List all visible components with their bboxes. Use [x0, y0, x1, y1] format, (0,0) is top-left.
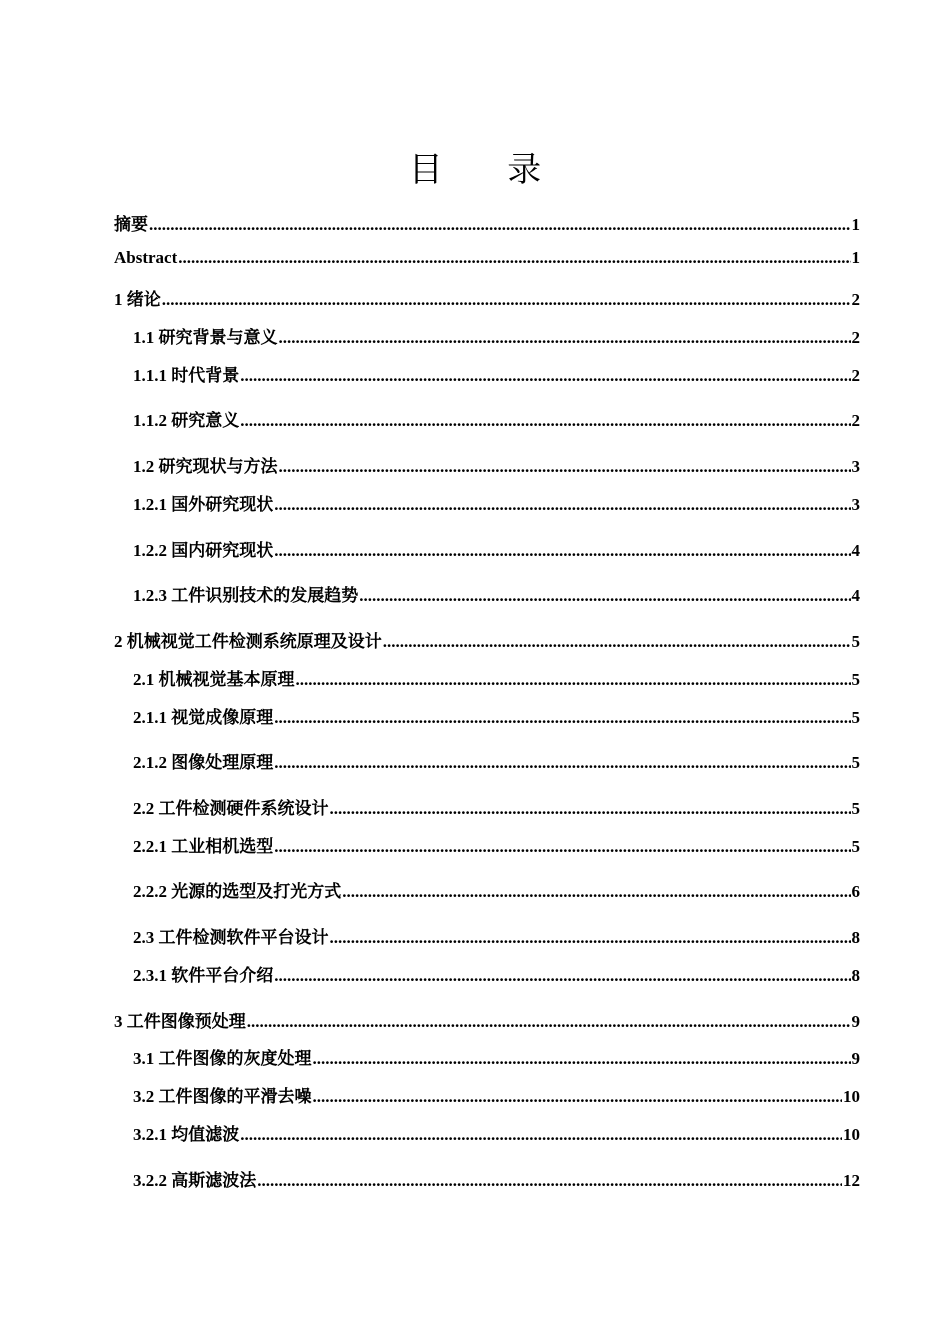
toc-entry-label: 2.2.1 工业相机选型: [133, 837, 274, 856]
toc-dot-leader: [342, 882, 850, 902]
toc-dot-leader: [274, 966, 850, 986]
toc-entry[interactable]: [114, 210, 860, 234]
toc-entry[interactable]: [133, 406, 860, 430]
toc-entry[interactable]: [133, 748, 860, 772]
toc-entry-page-number: 1: [851, 248, 860, 267]
toc-dot-leader: [162, 290, 851, 310]
toc-entry-label: 2.2 工件检测硬件系统设计: [133, 799, 329, 818]
toc-entry[interactable]: [133, 923, 860, 947]
toc-entry-page-number: 1: [851, 215, 860, 234]
toc-entry-page-number: 2: [851, 411, 860, 430]
toc-entry-label: 3.2.2 高斯滤波法: [133, 1171, 257, 1190]
toc-entry-label: 3.2 工件图像的平滑去噪: [133, 1087, 312, 1106]
toc-dot-leader: [279, 457, 851, 477]
toc-entry-label: 2.1.1 视觉成像原理: [133, 708, 274, 727]
toc-dot-leader: [296, 670, 851, 690]
toc-entry[interactable]: [133, 452, 860, 476]
toc-entry-label: 2.1 机械视觉基本原理: [133, 670, 295, 689]
toc-entry[interactable]: [133, 1120, 860, 1144]
toc-entry-label: 3.1 工件图像的灰度处理: [133, 1049, 312, 1068]
toc-entry[interactable]: [133, 490, 860, 514]
toc-entry-page-number: 2: [851, 290, 860, 309]
toc-entry[interactable]: [133, 1044, 860, 1068]
toc-entry-page-number: 5: [851, 632, 860, 651]
toc-entry-page-number: 6: [851, 882, 860, 901]
toc-entry-label: 1.2.2 国内研究现状: [133, 541, 274, 560]
toc-entry-page-number: 5: [851, 753, 860, 772]
toc-entry-page-number: 3: [851, 457, 860, 476]
toc-entry[interactable]: [133, 536, 860, 560]
toc-entry[interactable]: [133, 703, 860, 727]
toc-dot-leader: [178, 248, 850, 268]
toc-entry-label: 1.1.2 研究意义: [133, 411, 240, 430]
toc-entry-page-number: 5: [851, 670, 860, 689]
toc-entry-page-number: 8: [851, 966, 860, 985]
toc-entry-label: 2 机械视觉工件检测系统原理及设计: [114, 632, 382, 651]
toc-entry-label: 2.3.1 软件平台介绍: [133, 966, 274, 985]
toc-entry[interactable]: [133, 961, 860, 985]
toc-entry-label: 3 工件图像预处理: [114, 1012, 246, 1031]
toc-entry-label: 1.2 研究现状与方法: [133, 457, 278, 476]
toc-dot-leader: [274, 541, 850, 561]
toc-entry-page-number: 12: [843, 1171, 860, 1190]
toc-dot-leader: [240, 366, 850, 386]
toc-entry[interactable]: [114, 248, 860, 272]
toc-entry-label: 1.1.1 时代背景: [133, 366, 240, 385]
toc-entry-page-number: 2: [851, 328, 860, 347]
toc-entry-page-number: 3: [851, 495, 860, 514]
toc-entry-label: 1.1 研究背景与意义: [133, 328, 278, 347]
toc-entry-label: 3.2.1 均值滤波: [133, 1125, 240, 1144]
toc-entry-label: 2.2.2 光源的选型及打光方式: [133, 882, 342, 901]
toc-entry[interactable]: [133, 323, 860, 347]
toc-dot-leader: [274, 753, 850, 773]
toc-entry-page-number: 8: [851, 928, 860, 947]
toc-entry-page-number: 5: [851, 837, 860, 856]
toc-dot-leader: [274, 708, 850, 728]
toc-dot-leader: [240, 1125, 842, 1145]
toc-dot-leader: [330, 928, 851, 948]
toc-entry-page-number: 5: [851, 799, 860, 818]
toc-dot-leader: [247, 1012, 851, 1032]
toc-entry-page-number: 9: [851, 1012, 860, 1031]
toc-entry[interactable]: [114, 627, 860, 651]
toc-entry-label: 1 绪论: [114, 290, 161, 309]
toc-entry-page-number: 5: [851, 708, 860, 727]
toc-dot-leader: [359, 586, 850, 606]
toc-entry-page-number: 10: [843, 1087, 860, 1106]
toc-dot-leader: [240, 411, 850, 431]
toc-dot-leader: [383, 632, 851, 652]
toc-dot-leader: [257, 1171, 842, 1191]
toc-entry[interactable]: [133, 665, 860, 689]
toc-entry-page-number: 10: [843, 1125, 860, 1144]
toc-entry-label: Abstract: [114, 248, 178, 267]
toc-entry-page-number: 4: [851, 541, 860, 560]
toc-entry[interactable]: [133, 832, 860, 856]
toc-entry-label: 1.2.3 工件识别技术的发展趋势: [133, 586, 359, 605]
toc-entry[interactable]: [133, 1082, 860, 1106]
toc-entry-label: 1.2.1 国外研究现状: [133, 495, 274, 514]
toc-entry-page-number: 2: [851, 366, 860, 385]
toc-entry[interactable]: [133, 1166, 860, 1190]
toc-entry[interactable]: [133, 361, 860, 385]
page-title: 目 录: [408, 152, 570, 189]
toc-entry-label: 2.1.2 图像处理原理: [133, 753, 274, 772]
toc-entry-page-number: 4: [851, 586, 860, 605]
toc-entry[interactable]: [133, 794, 860, 818]
toc-dot-leader: [149, 215, 851, 235]
toc-entry-label: 2.3 工件检测软件平台设计: [133, 928, 329, 947]
toc-dot-leader: [330, 799, 851, 819]
toc-entry-page-number: 9: [851, 1049, 860, 1068]
toc-dot-leader: [313, 1087, 843, 1107]
toc-entry-label: 摘要: [114, 215, 148, 234]
toc-entry[interactable]: [133, 877, 860, 901]
toc-entry[interactable]: [114, 285, 860, 309]
toc-dot-leader: [274, 837, 850, 857]
toc-entry[interactable]: [114, 1007, 860, 1031]
toc-entry[interactable]: [133, 581, 860, 605]
toc-dot-leader: [274, 495, 850, 515]
toc-dot-leader: [313, 1049, 851, 1069]
toc-dot-leader: [279, 328, 851, 348]
